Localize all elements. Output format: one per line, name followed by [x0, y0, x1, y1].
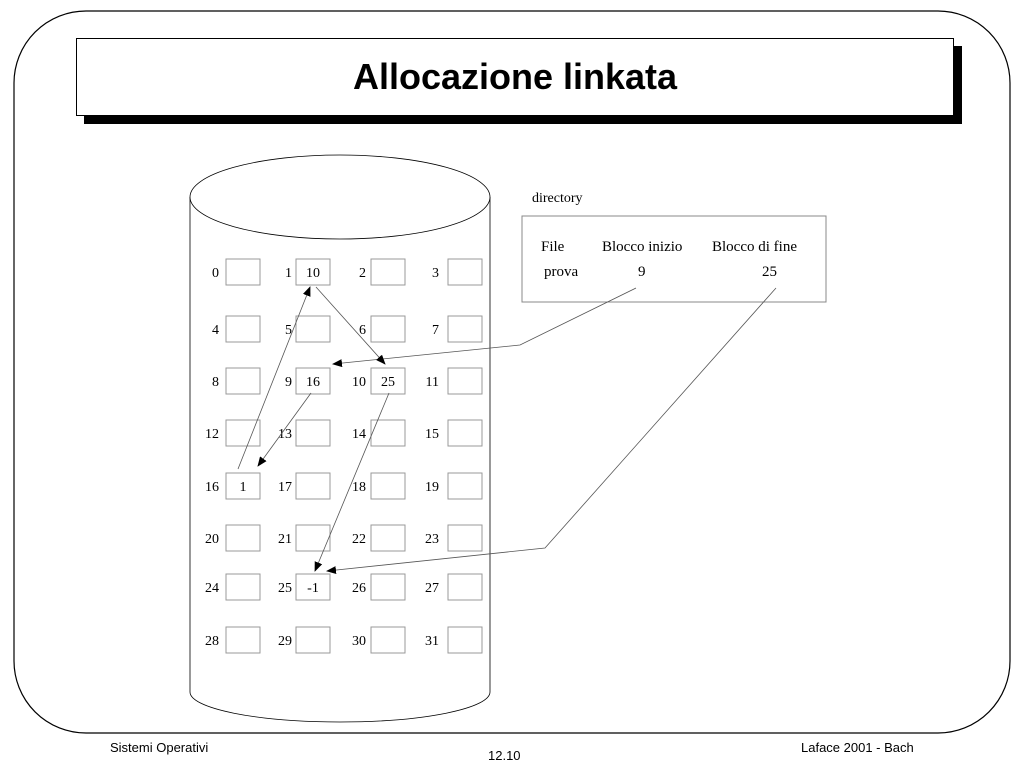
block-cell [226, 627, 260, 653]
block-number: 18 [352, 480, 366, 495]
block-cell [448, 473, 482, 499]
block-number: 31 [425, 634, 439, 649]
block-cell [226, 368, 260, 394]
slide-title: Allocazione linkata [352, 56, 678, 97]
block-number: 23 [425, 532, 439, 547]
block-cell [371, 525, 405, 551]
block-pointer-value: 10 [306, 266, 320, 281]
dir-header-end: Blocco di fine [712, 239, 797, 255]
dir-header-start: Blocco inizio [602, 239, 683, 255]
block-pointer-value: -1 [307, 581, 319, 596]
block-number: 8 [212, 375, 219, 390]
dir-header-file: File [541, 239, 565, 255]
dir-row-start: 9 [638, 264, 646, 280]
footer-right: Laface 2001 - Bach [801, 740, 914, 755]
block-number: 13 [278, 427, 292, 442]
dir-row-end: 25 [762, 264, 777, 280]
block-number: 2 [359, 266, 366, 281]
block-number: 3 [432, 266, 439, 281]
block-number: 29 [278, 634, 292, 649]
block-number: 27 [425, 581, 439, 596]
block-cell [371, 627, 405, 653]
block-cell [448, 574, 482, 600]
block-number: 25 [278, 581, 292, 596]
block-cell [448, 316, 482, 342]
directory-box [522, 216, 826, 302]
block-cell [296, 473, 330, 499]
block-cell [226, 259, 260, 285]
block-number: 4 [212, 323, 219, 338]
block-cell [296, 627, 330, 653]
block-cell [448, 627, 482, 653]
block-cell [226, 525, 260, 551]
block-number: 0 [212, 266, 219, 281]
block-pointer-value: 25 [381, 375, 395, 390]
block-cell [448, 420, 482, 446]
block-number: 16 [205, 480, 219, 495]
block-number: 19 [425, 480, 439, 495]
block-cell [296, 420, 330, 446]
block-number: 21 [278, 532, 292, 547]
block-number: 11 [425, 375, 439, 390]
block-cell [226, 574, 260, 600]
block-number: 10 [352, 375, 366, 390]
block-cell [296, 316, 330, 342]
footer-center: 12.10 [488, 748, 521, 763]
block-cell [371, 259, 405, 285]
block-number: 5 [285, 323, 292, 338]
block-number: 24 [205, 581, 219, 596]
block-number: 30 [352, 634, 366, 649]
block-cell [371, 473, 405, 499]
block-number: 6 [359, 323, 366, 338]
block-number: 12 [205, 427, 219, 442]
directory-label: directory [532, 191, 583, 206]
dir-row-file: prova [544, 264, 579, 280]
directory-table [522, 191, 826, 302]
block-cell [448, 259, 482, 285]
block-number: 17 [278, 480, 292, 495]
block-cell [448, 368, 482, 394]
block-number: 1 [285, 266, 292, 281]
block-pointer-value: 1 [239, 480, 247, 495]
block-number: 26 [352, 581, 366, 596]
block-cell [448, 525, 482, 551]
footer-left: Sistemi Operativi [110, 740, 209, 755]
block-cell [226, 420, 260, 446]
block-number: 28 [205, 634, 219, 649]
block-cell [371, 316, 405, 342]
block-number: 15 [425, 427, 439, 442]
block-number: 20 [205, 532, 219, 547]
block-number: 7 [432, 323, 439, 338]
block-number: 22 [352, 532, 366, 547]
block-pointer-value: 16 [306, 375, 320, 390]
block-cell [371, 574, 405, 600]
block-number: 9 [285, 375, 292, 390]
block-number: 14 [352, 427, 366, 442]
block-cell [226, 316, 260, 342]
